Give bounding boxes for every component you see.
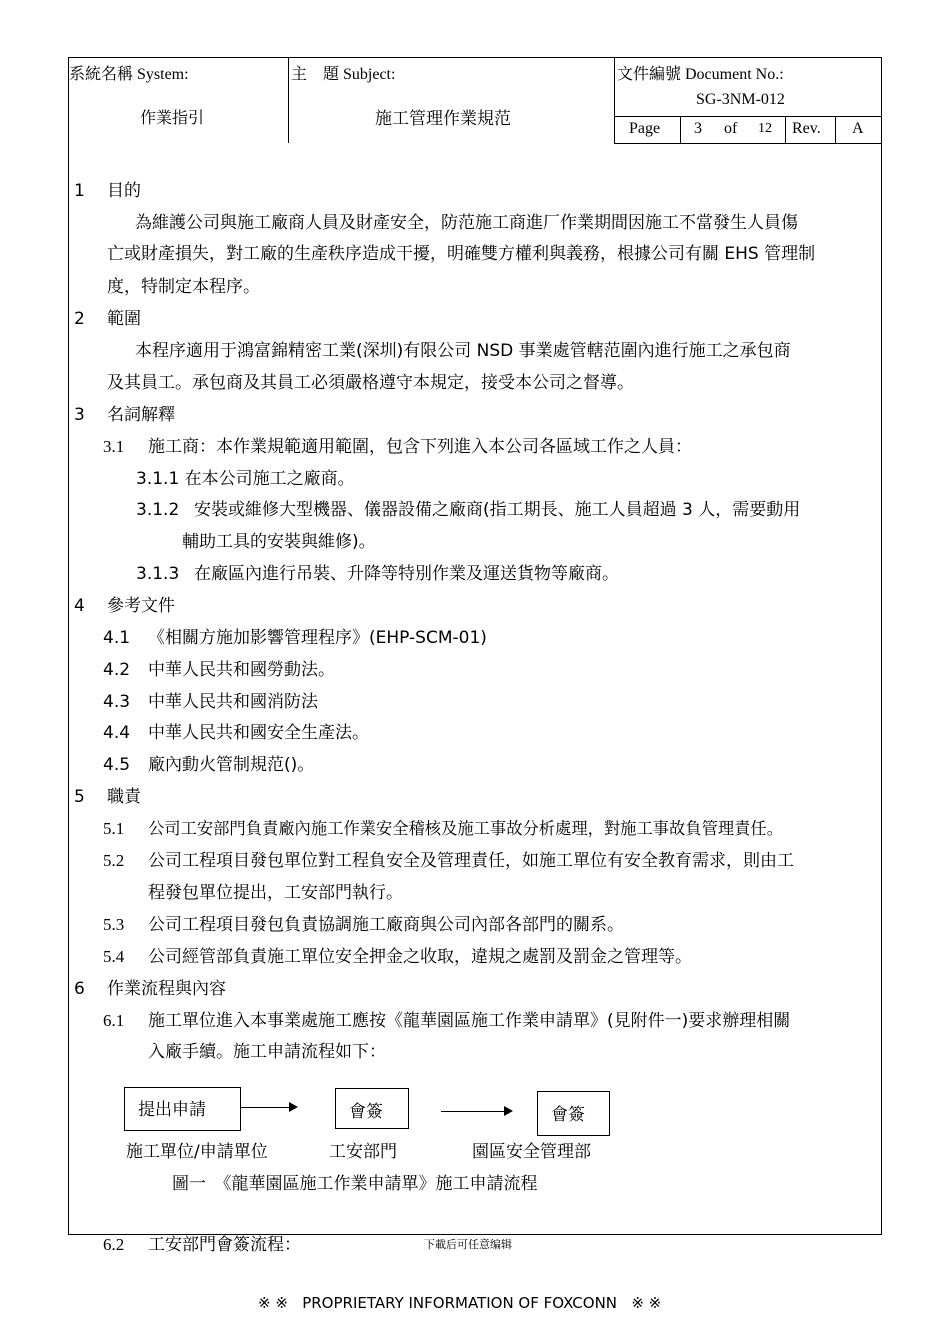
header-page-bottom-rule [614, 143, 882, 144]
ref-4-1-number: 4.1 [103, 628, 131, 648]
section-4-number: 4 [74, 596, 85, 616]
section-3-title: 名詞解釋 [107, 405, 175, 425]
ref-4-2-number: 4.2 [103, 660, 131, 680]
page-label: Page [629, 120, 661, 137]
section-1-para-line-3: 度，特制定本程序。 [107, 277, 260, 297]
item-3-1-text: 施工商：本作業規範適用範圍，包含下列進入本公司各區域工作之人員： [148, 437, 692, 457]
rev-label: Rev. [792, 120, 821, 137]
duty-5-3-number: 5.3 [103, 915, 125, 934]
section-2-para-line-1: 本程序適用于鴻富錦精密工業(深圳)有限公司 NSD 事業處管轄范圍內進行施工之承包商 [135, 341, 791, 361]
header-page-cell-3 [835, 116, 836, 144]
flow-label-applicant: 施工單位/申請單位 [126, 1142, 268, 1162]
section-2-title: 範圍 [107, 309, 141, 329]
section-1-number: 1 [74, 181, 85, 201]
duty-5-3-text: 公司工程項目發包負責協調施工廠商與公司內部各部門的關系。 [148, 915, 624, 935]
flow-arrow-1-line [241, 1107, 291, 1108]
ref-4-5-text: 廠內動火管制規范()。 [148, 755, 315, 775]
header-divider-1 [288, 57, 289, 143]
flow-box-3-label: 會簽 [551, 1105, 585, 1125]
item-3-1-3-number: 3.1.3 [136, 564, 180, 584]
system-value: 作業指引 [140, 110, 205, 127]
flow-arrow-2-head [504, 1106, 513, 1116]
docno-label: 文件編號 Document No.: [617, 66, 784, 83]
flow-label-park-safety: 園區安全管理部 [472, 1142, 591, 1162]
ref-4-4-text: 中華人民共和國安全生產法。 [148, 723, 369, 743]
item-3-1-2-text: 安裝或維修大型機器、儀器設備之廠商(指工期長、施工人員超過 3 人，需要動用 [194, 500, 801, 520]
duty-5-2-text: 公司工程項目發包單位對工程負安全及管理責任，如施工單位有安全教育需求，則由工 [148, 851, 794, 871]
duty-5-1-text: 公司工安部門負責廠內施工作業安全稽核及施工事故分析處理，對施工事故負管理責任。 [148, 819, 783, 838]
section-6-title: 作業流程與內容 [107, 979, 226, 999]
ref-4-3-text: 中華人民共和國消防法 [148, 692, 318, 712]
figure-caption: 圖一 《龍華園區施工作業申請單》施工申請流程 [172, 1174, 538, 1194]
flow-box-submit-application [124, 1087, 241, 1131]
section-2-para-line-2: 及其員工。承包商及其員工必須嚴格遵守本規定，接受本公司之督導。 [107, 373, 634, 393]
rev-value: A [852, 120, 864, 137]
process-6-1-text: 施工單位進入本事業處施工應按《龍華園區施工作業申請單》(見附件一)要求辦理相關 [148, 1011, 791, 1031]
item-3-1-number: 3.1 [103, 437, 125, 456]
section-1-para-line-1: 為維護公司與施工廠商人員及財產安全，防范施工商進厂作業期間因施工不當發生人員傷 [135, 213, 798, 233]
flow-box-2-label: 會簽 [349, 1102, 383, 1122]
flow-box-countersign-1 [335, 1088, 409, 1129]
page-total: 12 [758, 121, 772, 136]
duty-5-2-number: 5.2 [103, 851, 125, 870]
duty-5-1-number: 5.1 [103, 819, 125, 838]
of-label: of [724, 120, 738, 137]
header-page-cell-2 [785, 116, 786, 144]
flow-box-countersign-2 [537, 1091, 610, 1136]
duty-5-4-text: 公司經管部負責施工單位安全押金之收取，違規之處罰及罰金之管理等。 [148, 947, 692, 967]
flow-arrow-2-line [441, 1111, 506, 1112]
ref-4-2-text: 中華人民共和國勞動法。 [148, 660, 335, 680]
item-3-1-3-text: 在廠區內進行吊裝、升降等特別作業及運送貨物等廠商。 [194, 564, 619, 584]
ref-4-5-number: 4.5 [103, 755, 131, 775]
section-1-title: 目的 [107, 181, 141, 201]
section-5-title: 職責 [107, 787, 141, 807]
section-3-number: 3 [74, 405, 85, 425]
header-page-cell-1 [680, 116, 681, 144]
subject-label: 主 題 Subject: [291, 66, 396, 83]
flow-arrow-1-head [289, 1102, 298, 1112]
process-6-1-continued: 入廠手續。施工申請流程如下： [148, 1042, 386, 1062]
section-1-para-line-2: 亡或財產損失，對工廠的生產秩序造成干擾，明確雙方權利與義務，根據公司有關 EHS 管理制 [107, 244, 816, 264]
proprietary-footer: ※ ※ PROPRIETARY INFORMATION OF FOXCONN ※ ※ [258, 1294, 662, 1312]
item-3-1-2-continued: 輔助工具的安裝與維修)。 [182, 532, 376, 552]
duty-5-4-number: 5.4 [103, 947, 125, 966]
download-note: 下載后可任意编辑 [424, 1238, 512, 1251]
header-divider-2 [614, 57, 615, 144]
section-2-number: 2 [74, 309, 85, 329]
section-6-number: 6 [74, 979, 85, 999]
ref-4-3-number: 4.3 [103, 692, 131, 712]
ref-4-4-number: 4.4 [103, 723, 131, 743]
ref-4-1-text: 《相關方施加影響管理程序》(EHP-SCM-01) [148, 628, 487, 648]
subject-value: 施工管理作業規范 [375, 109, 511, 129]
process-6-2-text: 工安部門會簽流程： [148, 1235, 301, 1255]
item-3-1-2-number: 3.1.2 [136, 500, 180, 520]
item-3-1-1: 3.1.1 在本公司施工之廠商。 [136, 469, 355, 489]
header-docno-rule [614, 116, 882, 117]
section-4-title: 參考文件 [107, 596, 175, 616]
process-6-1-number: 6.1 [103, 1011, 125, 1030]
section-5-number: 5 [74, 787, 85, 807]
flow-label-safety-dept: 工安部門 [329, 1142, 397, 1162]
duty-5-2-continued: 程發包單位提出，工安部門執行。 [148, 883, 403, 903]
process-6-2-number: 6.2 [103, 1235, 125, 1254]
system-label: 系統名稱 System: [69, 66, 189, 83]
docno-value: SG-3NM-012 [696, 91, 785, 108]
flow-box-1-label: 提出申請 [138, 1100, 206, 1120]
page-number: 3 [694, 120, 702, 137]
